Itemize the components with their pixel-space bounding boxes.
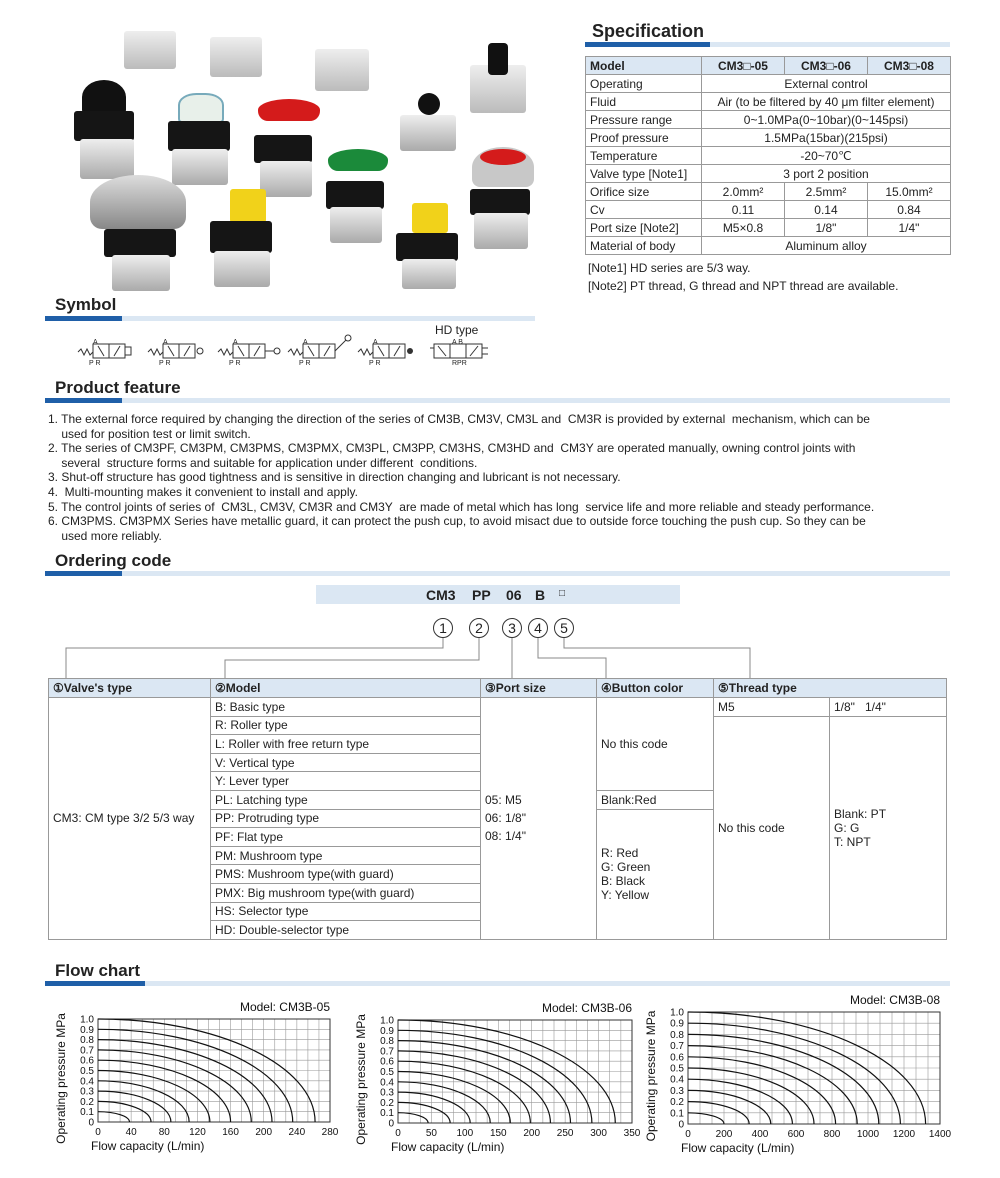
model-cell: PF: Flat type [211,828,481,847]
code-part: CM3 [426,587,456,603]
series-line [688,1068,814,1124]
x-tick-label: 200 [255,1127,273,1138]
y-tick-label: 0.4 [670,1074,684,1086]
thread-cell: No this code [714,716,830,939]
thread-option: T: NPT [834,834,871,849]
code-circle: 2 [469,618,489,638]
feature-line: used more reliably. [48,528,162,543]
ordering-header: ④Button color [597,679,714,698]
model-cell: HD: Double-selector type [211,921,481,940]
chart-title: Model: CM3B-06 [541,1001,632,1015]
y-tick-label: 0.3 [380,1087,394,1099]
spec-header-cell: CM3□-06 [784,57,867,75]
spec-label: Orifice size [586,183,702,201]
chart-title: Model: CM3B-08 [849,993,940,1007]
y-tick-label: 0.2 [80,1096,94,1108]
model-cell: PMX: Big mushroom type(with guard) [211,883,481,902]
spec-value: 2.5mm² [784,183,867,201]
x-tick-label: 240 [288,1127,306,1138]
y-tick-label: 0.7 [80,1045,94,1057]
y-axis-label: Operating pressure MPa [354,1014,368,1145]
spec-value: External control [702,75,951,93]
button-color-cell: No this code [597,698,714,791]
button-color-option: R: Red [601,846,639,861]
spec-label: Operating [586,75,702,93]
y-tick-label: 0.7 [380,1046,394,1058]
ordering-table [48,678,947,940]
code-circle: 5 [554,618,574,638]
x-tick-label: 0 [395,1128,401,1139]
x-tick-label: 80 [158,1127,170,1138]
y-tick-label: 0.2 [670,1097,684,1109]
y-tick-label: 0.8 [80,1035,94,1047]
symbol-port-label: P R [159,360,171,367]
y-tick-label: 0.6 [380,1056,394,1068]
symbol-port-label: A [303,339,308,346]
y-tick-label: 0.2 [380,1097,394,1109]
thread-option: Blank: PT [834,806,887,821]
model-cell: V: Vertical type [211,753,481,772]
x-tick-label: 1200 [892,1129,916,1140]
spec-note: [Note2] PT thread, G thread and NPT thread are available. [588,279,899,293]
model-cell: PMS: Mushroom type(with guard) [211,865,481,884]
y-tick-label: 1.0 [670,1007,684,1019]
symbol-port-label: P R [369,360,381,367]
x-tick-label: 50 [425,1128,437,1139]
y-axis-label: Operating pressure MPa [644,1010,658,1142]
series-line [98,1112,129,1122]
y-tick-label: 1.0 [380,1015,394,1027]
model-cell: HS: Selector type [211,902,481,921]
x-tick-label: 150 [489,1128,507,1139]
x-tick-label: 0 [685,1129,691,1140]
spec-label: Pressure range [586,111,702,129]
flow-chart-3 [644,986,960,1164]
y-tick-label: 0.4 [80,1076,94,1088]
spec-label: Proof pressure [586,129,702,147]
spec-value: 2.0mm² [702,183,785,201]
feature-line: 1. The external force required by changing the direction of the series of CM3B, CM3V, CM3L and CM3R is provided by external mechanism, which can be [48,412,870,426]
y-tick-label: 0.1 [670,1108,684,1120]
spec-label: Temperature [586,147,702,165]
chart-title: Model: CM3B-05 [239,1000,330,1014]
code-circle: 1 [433,618,453,638]
specification-title: Specification [592,21,705,41]
spec-value: 1/8" [784,219,867,237]
button-color-cell: Blank:Red [597,790,714,809]
button-color-option: B: Black [601,874,646,889]
flow-title: Flow chart [55,961,141,980]
spec-value: 0.84 [867,201,950,219]
thread-option: G: G [834,820,860,835]
y-tick-label: 0.3 [80,1086,94,1098]
spec-value: 1.5MPa(15bar)(215psi) [702,129,951,147]
y-tick-label: 0 [678,1119,684,1131]
symbol-port-label: A [373,339,378,346]
model-cell: PM: Mushroom type [211,846,481,865]
thread-cell [830,716,947,939]
y-tick-label: 0.5 [380,1067,394,1078]
spec-value: 0.14 [784,201,867,219]
y-tick-label: 0.1 [80,1107,94,1119]
port-size-option: 08: 1/4" [485,829,526,844]
spec-value: 0~1.0MPa(0~10bar)(0~145psi) [702,111,951,129]
series-line [398,1113,428,1123]
series-line [98,1071,210,1123]
spec-value: 15.0mm² [867,183,950,201]
button-color-option: Y: Yellow [601,888,650,903]
port-size-option: 06: 1/8" [485,811,526,826]
hd-type-label: HD type [435,323,479,337]
x-tick-label: 160 [222,1127,239,1138]
spec-value: 0.11 [702,201,785,219]
y-tick-label: 1.0 [80,1014,94,1026]
x-tick-label: 120 [189,1127,206,1138]
spec-header-cell: CM3□-05 [702,57,785,75]
ordering-title: Ordering code [55,551,172,570]
y-tick-label: 0.7 [670,1041,684,1053]
series-line [688,1023,900,1124]
spec-value: Aluminum alloy [702,237,951,255]
code-circle: 3 [502,618,522,638]
feature-title: Product feature [55,378,181,397]
y-tick-label: 0.9 [80,1024,94,1036]
y-tick-label: 0.8 [380,1036,394,1048]
symbol-port-label: A [93,339,98,346]
code-part: B [535,587,546,603]
model-cell: R: Roller type [211,716,481,735]
spec-note: [Note1] HD series are 5/3 way. [588,261,751,275]
symbol-port-label: A B [452,339,463,346]
spec-value: 3 port 2 position [702,165,951,183]
x-tick-label: 600 [787,1129,805,1140]
x-tick-label: 800 [823,1129,841,1140]
y-tick-label: 0.9 [670,1018,684,1030]
model-cell: B: Basic type [211,698,481,717]
code-part: PP [472,587,491,603]
spec-value: Air (to be filtered by 40 μm filter element) [702,93,951,111]
spec-label: Port size [Note2] [586,219,702,237]
spec-label: Cv [586,201,702,219]
symbol-port-label: A [233,339,238,346]
spec-value: 1/4" [867,219,950,237]
code-part: □ [559,588,566,599]
x-axis-label: Flow capacity (L/min) [681,1141,795,1155]
x-tick-label: 1000 [856,1129,880,1140]
symbol-port-label: A [163,339,168,346]
feature-line: 2. The series of CM3PF, CM3PM, CM3PMS, CM3PMX, CM3PL, CM3PP, CM3HS, CM3HD and CM3Y are operated manually, owning control joints with [48,441,856,456]
feature-line: 6. CM3PMS. CM3PMX Series have metallic guard, it can protect the push cup, to avoid misact due to outside force touching the push cup. So they can be [48,514,866,529]
x-axis-label: Flow capacity (L/min) [391,1140,505,1154]
y-tick-label: 0.3 [670,1085,684,1097]
y-tick-label: 0.5 [670,1063,684,1075]
x-tick-label: 280 [321,1127,339,1138]
thread-cell: M5 [714,698,830,717]
x-tick-label: 400 [751,1129,769,1140]
thread-cell: 1/8" 1/4" [830,698,947,717]
spec-value: -20~70℃ [702,147,951,165]
ordering-header: ⑤Thread type [714,679,947,698]
spec-label: Valve type [Note1] [586,165,702,183]
x-tick-label: 100 [456,1128,474,1139]
symbol-port-label: P R [299,360,311,367]
button-color-cell [597,809,714,939]
series-line [688,1113,724,1124]
symbol-port-label: P R [89,360,101,367]
x-tick-label: 200 [523,1128,541,1139]
x-tick-label: 300 [590,1128,607,1139]
button-color-option: G: Green [601,860,651,875]
feature-line: 4. Multi-mounting makes it convenient to install and apply. [48,484,358,499]
spec-header-cell: Model [586,57,702,75]
port-size-option: 05: M5 [485,793,522,808]
model-cell: Y: Lever typer [211,772,481,791]
symbol-port-label: P R [229,360,241,367]
y-tick-label: 0.6 [80,1055,94,1067]
y-tick-label: 0 [388,1118,394,1130]
x-tick-label: 350 [623,1128,641,1139]
series-line [398,1072,510,1124]
ordering-header: ③Port size [481,679,597,698]
y-tick-label: 0.8 [670,1029,684,1041]
y-tick-label: 0 [88,1117,94,1129]
x-tick-label: 200 [715,1129,733,1140]
y-tick-label: 0.6 [670,1052,684,1064]
x-tick-label: 1400 [928,1129,952,1140]
symbol-title: Symbol [55,295,117,314]
x-tick-label: 250 [556,1128,574,1139]
feature-line: 3. Shut-off structure has good tightness and is sensitive in direction changing and lubricant is not necessary. [48,470,621,485]
series-line [398,1030,592,1123]
spec-value: M5×0.8 [702,219,785,237]
flow-chart-1 [48,992,348,1164]
port-size-cell [481,698,597,940]
ordering-header: ②Model [211,679,481,698]
x-tick-label: 0 [95,1127,101,1138]
code-part: 06 [506,587,522,603]
x-tick-label: 40 [125,1127,137,1138]
y-tick-label: 0.1 [380,1108,394,1120]
y-tick-label: 0.4 [380,1077,394,1089]
feature-line: 5. The control joints of series of CM3L, CM3V, CM3R and CM3Y are made of metal which has long service life and more reliable and steady performance. [48,499,875,514]
spec-label: Material of body [586,237,702,255]
feature-line: used for position test or limit switch. [48,426,251,441]
model-cell: PP: Protruding type [211,809,481,828]
x-axis-label: Flow capacity (L/min) [91,1139,205,1153]
feature-line: several structure forms and suitable for application under different conditions. [48,455,478,470]
model-cell: PL: Latching type [211,790,481,809]
symbol-port-label: RPR [452,360,467,367]
y-tick-label: 0.5 [80,1066,94,1077]
ordering-header: ①Valve's type [49,679,211,698]
spec-header-cell: CM3□-08 [867,57,950,75]
flow-chart-2 [352,992,652,1164]
model-cell: L: Roller with free return type [211,735,481,754]
code-circle: 4 [528,618,548,638]
y-tick-label: 0.9 [380,1025,394,1037]
y-axis-label: Operating pressure MPa [54,1013,68,1144]
spec-label: Fluid [586,93,702,111]
valve-type-cell: CM3: CM type 3/2 5/3 way [49,698,211,940]
